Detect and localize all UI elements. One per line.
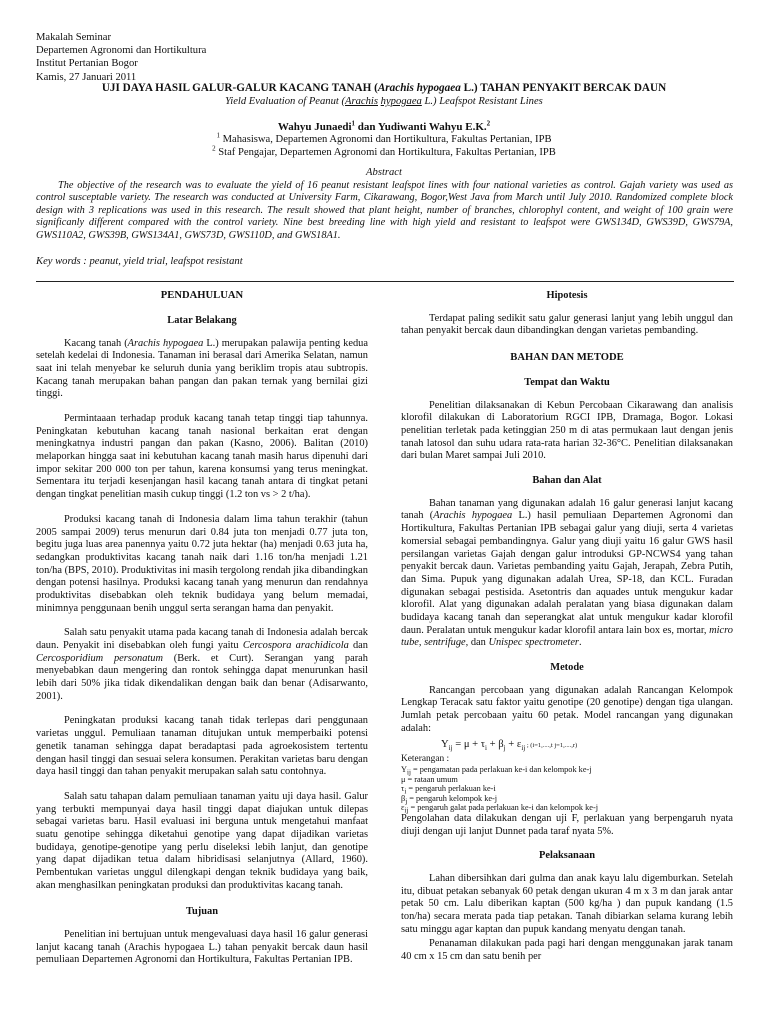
legend-text: = pengamatan pada perlakuan ke-i dan kelompok ke-j xyxy=(410,765,592,775)
legend-text: = rataan umum xyxy=(405,774,458,784)
subtitle-epithet: hypogaea xyxy=(380,96,422,107)
header-line: Institut Pertanian Bogor xyxy=(36,58,138,70)
paragraph: Terdapat paling sedikit satu galur generasi lanjut yang lebih unggul dan tahan penyakit bercak daun dibandingkan dengan varietas pembanding. xyxy=(401,312,733,337)
model-equation xyxy=(401,739,733,752)
paragraph xyxy=(401,498,733,650)
legend-row xyxy=(401,775,733,785)
legend-text: = pengaruh galat pada perlakuan ke-i dan kelompok ke-j xyxy=(408,803,599,813)
right-column xyxy=(401,290,733,964)
text: . xyxy=(578,637,582,649)
legend-sub: i xyxy=(404,787,407,796)
paragraph: Penelitian ini bertujuan untuk mengevaluasi daya hasil 16 galur generasi lanjut kacang tanah (Arachis hypogaea L.) tahan penyakit bercak daun hasil pemuliaan Departemen Agronomi dan Hortikultura, Fakultas Pertanian IPB. xyxy=(36,929,368,966)
subtitle-text: L.) Leafspot Resistant Lines xyxy=(421,96,543,107)
text: Salah satu penyakit utama pada kacang tanah di Indonesia adalah bercak daun. Penyakit ini disebabkan oleh fungi yaitu xyxy=(36,627,368,652)
header-line: Kamis, 27 Januari 2011 xyxy=(36,71,137,83)
legend-row xyxy=(401,765,733,775)
title-text: L.) TAHAN PENYAKIT BERCAK DAUN xyxy=(460,82,667,94)
paragraph: Rancangan percobaan yang digunakan adalah Rancangan Kelompok Lengkap Teracak satu faktor yaitu genotipe (20 genotipe) dengan tiga ulangan. Jumlah petak percobaan yaitu 60 petak. Model rancangan yang digunakan adalah: xyxy=(401,684,733,734)
abstract-body xyxy=(36,180,733,242)
legend-symbol: β xyxy=(401,793,406,803)
eq-term: Y xyxy=(441,739,449,751)
left-column xyxy=(36,290,368,967)
legend-sub: j xyxy=(405,797,408,806)
subtitle-genus: Arachis xyxy=(345,96,378,107)
author-name: dan Yudiwanti Wahyu E.K. xyxy=(355,121,487,133)
legend-heading: Keterangan : xyxy=(401,754,450,765)
species-name: Cercosporidium personatum xyxy=(36,652,164,664)
equation-legend xyxy=(401,754,733,815)
legend-text: = pengaruh perlakuan ke-i xyxy=(406,784,496,794)
section-heading-pendahuluan: PENDAHULUAN xyxy=(160,290,244,301)
text: dan xyxy=(470,637,489,649)
subsection-heading-hipotesis: Hipotesis xyxy=(546,290,588,301)
author-mark: 2 xyxy=(486,119,491,128)
section-heading-bahan-metode: BAHAN DAN METODE xyxy=(510,352,624,364)
text: L.) hasil pemuliaan Departemen Agronomi dan Hortikultura, Fakultas Pertanian IPB sebagai galur yang diuji, serta 4 varietas komersial sebagai pembandingnya. Galur yang diuji yaitu 16 galur GWS hasil persilangan varietas Gajah dengan galur introduksi GP-NCWS4 yang tahan penyakit bercak daun. Varietas pembanding yaitu Gajah, Jerapah, Zebra Putih, dan Sima. Pupuk yang digunakan adalah Urea, SP-18, dan KCL. Furadan digunakan sebagai pestisida. Asetontris dan aquades untuk mengukur kadar klorofil. Alat yang digunakan adalah peralatan yang biasa digunakan dalam budidaya kacang tanah dan seperangkat alat untuk mengukur kadar klorofil daun. Peralatan untuk mengukur kadar klorofil antara lain box es, mortar, xyxy=(401,510,733,636)
legend-text: = pengaruh kelompok ke-j xyxy=(407,793,498,803)
eq-term: + ε xyxy=(505,739,522,751)
paragraph: Penelitian dilaksanakan di Kebun Percobaan Cikarawang dan analisis klorofil dilakukan di Laboratorium RGCI IPB, Dramaga, Bogor. Lokasi penelitian terletak pada ketinggian 250 m di atas permukaan laut dengan jenis tanah latosol dan suhu udara rata-rata harian 32-36°C. Penelitian dilaksanakan dari bulan Maret sampai Juli 2010. xyxy=(401,399,733,462)
species-name: Arachis hypogaea xyxy=(127,337,204,349)
paragraph: Penanaman dilakukan pada pagi hari dengan menggunakan jarak tanam 40 cm x 15 cm dan satu benih per xyxy=(401,938,733,963)
paragraph: Salah satu tahapan dalam pemuliaan tanaman yaitu uji daya hasil. Galur yang terbukti mempunyai daya hasil tinggi dapat diajukan untuk dilepas sebagai varietas baru. Hasil evaluasi ini berguna untuk mengetahui manfaat suatu genotipe sehingga diketahui genotipe yang dapat dijadikan varietas budidaya, genotipe-genotipe yang perlu diseleksi lebih lanjut, dan genotipe yang dapat dijadikan tetua dalam hibridisasi selanjutnya (Allard, 1960). Pembentukan varietas unggul dilengkapi dengan teknik budidaya yang baik, akan menghasilkan peningkatan produksi dan produktivitas kacang tanah. xyxy=(36,790,368,891)
paragraph: Permintaaan terhadap produk kacang tanah tetap tinggi tiap tahunnya. Peningkatan kebutuhan kacang tanah nasional berkaitan erat dengan meningkatnya industri pangan dan pakan (Kasno, 2006). Balitan (2010) melaporkan hingga saat ini kebutuhan kacang tanah masih harus dipenuhi dari impor sekitar 200 000 ton per tahun, karena konsumsi yang terus meningkat. Sementara itu terjadi kesenjangan hasil kacang tanah antara di tingkat petani dengan tingkat penelitian masih cukup tinggi (1.2 ton vs > 2 t/ha). xyxy=(36,413,368,501)
paragraph: Peningkatan produksi kacang tanah tidak terlepas dari penggunaan varietas unggul. Pemuliaan tanaman ditujukan untuk memperbaiki potensi genetik tanaman sehingga dapat beradaptasi pada agroekosistem tertentu dengan hasil tinggi dan sesuai selera konsumen. Perakitan varietas baru dengan daya hasil tinggi dan tahan penyakit merupakan salah satu contohnya. xyxy=(36,715,368,778)
paper-title xyxy=(36,82,732,96)
tool-names: micro tube, sentrifuge, xyxy=(401,624,733,649)
subsection-heading-latar: Latar Belakang xyxy=(167,314,237,326)
text: dan xyxy=(348,640,368,652)
text: Bahan tanaman yang digunakan adalah 16 galur generasi lanjut kacang tanah ( xyxy=(401,497,733,522)
author-name: Wahyu Junaedi xyxy=(277,121,352,133)
eq-term: = μ + τ xyxy=(452,739,486,751)
keywords: Key words : peanut, yield trial, leafspot resistant xyxy=(36,256,243,267)
affiliation-2 xyxy=(36,144,732,160)
abstract-heading: Abstract xyxy=(366,167,402,178)
seminar-header xyxy=(36,31,206,84)
subsection-heading-metode: Metode xyxy=(550,662,584,674)
affiliation-mark: 1 xyxy=(216,131,220,140)
legend-row xyxy=(401,803,733,813)
tool-names: Unispec spectrometer xyxy=(488,637,579,649)
abstract-text: The objective of the research was to evaluate the yield of 16 peanut resistant leafspot lines with four national varieties as control. Gajah variety was used as control susceptable variety. The research was conducted at University Farm, Cikarawang, Bogor,West Java from March until July 2010. Randomized complete block design with 3 replications was used in this research. The result showed that plant height, number of branches, chlorophyl content, and weight of 100 grain were significanly different compared with the control variety. Nine best breeding line with high yield and resistant to leafspot were GWS134D, GWS39D, GWS79A, GWS110A2, GWS39B, GWS134A1, GWS73D, GWS110D, and GWS18A1. xyxy=(36,180,733,241)
title-species: Arachis hypogaea xyxy=(377,82,461,94)
subsection-heading-tempat: Tempat dan Waktu xyxy=(524,376,610,388)
subsection-heading-bahan-alat: Bahan dan Alat xyxy=(532,475,602,487)
header-line: Makalah Seminar xyxy=(36,32,112,43)
divider-rule xyxy=(36,281,734,282)
author-line xyxy=(36,121,732,134)
legend-symbol: Y xyxy=(401,765,407,775)
legend-symbol: τ xyxy=(401,784,405,794)
paragraph xyxy=(36,338,368,401)
subsection-heading-tujuan: Tujuan xyxy=(186,906,218,918)
paper-subtitle xyxy=(36,96,732,109)
paragraph: Pengolahan data dilakukan dengan uji F, perlakuan yang berpengaruh nyata diuji dengan uji lanjut Dunnet pada taraf nyata 5%. xyxy=(401,812,733,837)
text: L.) merupakan palawija penting kedua setelah kedelai di Indonesia. Tanaman ini berasal dari Amerika Selatan, namun saat ini telah menyebar ke seluruh dunia yang beriklim tropis atau subtropis. Kacang tanah merupakan bahan pangan dan pakan ternak yang bernilai gizi tinggi. xyxy=(36,337,368,400)
paragraph xyxy=(36,627,368,703)
header-line: Departemen Agronomi dan Hortikultura xyxy=(36,45,207,57)
eq-sub: j xyxy=(503,744,506,753)
affiliation-mark: 2 xyxy=(212,144,216,153)
eq-sub: i xyxy=(485,744,487,753)
eq-term: + β xyxy=(486,739,504,751)
eq-sub: ij xyxy=(521,744,526,753)
subtitle-text: Yield Evaluation of Peanut ( xyxy=(225,96,346,107)
affiliation-text: Staf Pengajar, Departemen Agronomi dan Hortikultura, Fakultas Pertanian, IPB xyxy=(215,147,556,158)
species-name: Cercospora arachidicola xyxy=(242,640,349,652)
author-mark: 1 xyxy=(351,119,355,128)
paragraph: Lahan dibersihkan dari gulma dan anak kayu lalu digemburkan. Setelah itu, dibuat petakan sebanyak 60 petak dengan ukuran 4 m x 3 m dan jarak antar petak 50 cm. Lalu diberikan kaptan (500 kg/ha ) dan pupuk kandang (1.5 ton/ha) secara merata pada tiap petakan. Tanah dibiarkan selama kurang lebih satu minggu agar kaptan dan pupuk kandang menyatu dengan tanah. xyxy=(401,872,733,935)
affiliation-text: Mahasiswa, Departemen Agronomi dan Hortikultura, Fakultas Pertanian, IPB xyxy=(219,134,552,145)
paragraph: Produksi kacang tanah di Indonesia dalam lima tahun terakhir (tahun 2005 sampai 2009) terus menurun dari 0.84 juta ton menjadi 0.77 juta ton, begitu juga luas area panennya yaitu 0.72 juta hektar (ha) menjadi 0.63 juta ha, sedangkan produktivitas kacang tanah naik dari 1.16 ton/ha menjadi 1.21 ton/ha (BPS, 2010). Produktivitas ini masih tergolong rendah jika dibandingkan dengan potensi hasilnya. Produksi kacang tanah yang menurun dan rendahnya produktivitas disebabkan oleh teknik budidaya yang belum memadai, minimnya penggunaan benih unggul serta serangan hama dan penyakit. xyxy=(36,513,368,614)
eq-range: ; (i=1,....,t j=1,....,r) xyxy=(525,742,578,750)
text: Kacang tanah ( xyxy=(64,337,128,349)
eq-sub: ij xyxy=(448,744,453,753)
title-text: UJI DAYA HASIL GALUR-GALUR KACANG TANAH ( xyxy=(101,82,378,94)
text: (Berk. et Curt). Serangan yang parah menyebabkan daun mengering dan rontok sehingga dapat menurunkan hasil lebih dari 50% jika tidak dikendalikan dengan baik dan benar (Adisarwanto, 2001). xyxy=(36,652,368,702)
legend-symbol: ε xyxy=(401,803,405,813)
legend-row xyxy=(401,784,733,794)
affiliation-1 xyxy=(36,131,732,147)
legend-row xyxy=(401,794,733,804)
legend-symbol: μ xyxy=(401,774,406,784)
species-name: Arachis hypogaea xyxy=(433,510,513,522)
subsection-heading-pelaksanaan: Pelaksanaan xyxy=(538,850,595,862)
legend-sub: ij xyxy=(407,768,411,777)
legend-sub: ij xyxy=(404,807,409,815)
